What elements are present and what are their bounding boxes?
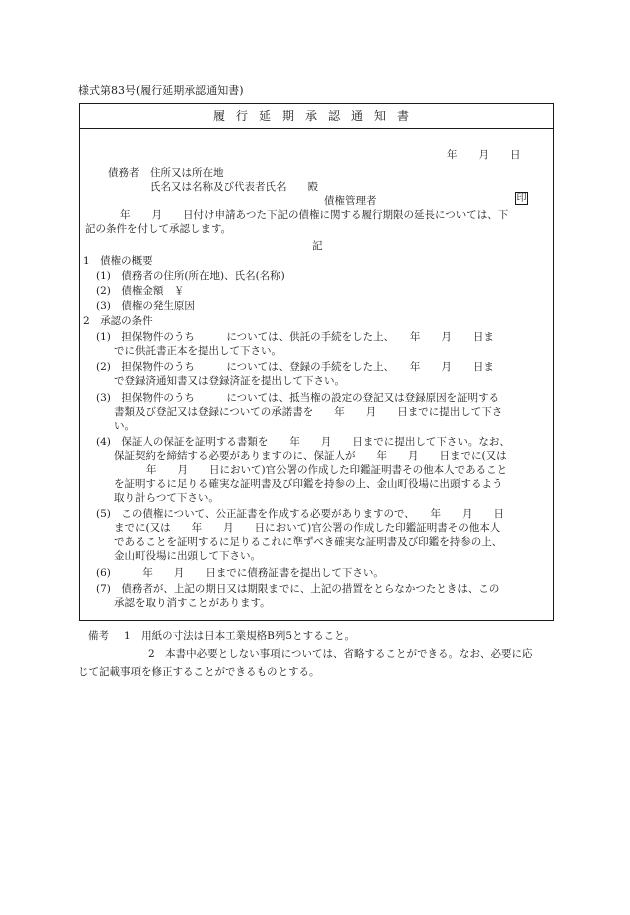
condition-7-line-2: 承認を取り消すことがあります。: [114, 597, 271, 609]
condition-2-line-1: (2) 担保物件のうち については、登録の手続をした上、 年 月 日ま: [96, 361, 494, 373]
ki-heading: 記: [312, 240, 323, 252]
document-title: 履行延期承認通知書: [80, 104, 553, 129]
item-1-2: (2) 債権金額 ￥: [96, 285, 185, 297]
remarks-label: 備考: [88, 630, 109, 642]
condition-4-line-1: (4) 保証人の保証を証明する書類を 年 月 日までに提出して下さい。なお、: [96, 436, 510, 448]
seal-stamp: 印: [516, 193, 527, 204]
condition-5-line-4: 金山町役場に出頭して下さい。: [114, 550, 261, 562]
condition-5-line-1: (5) この債権について、公正証書を作成する必要がありますので、 年 月 日: [96, 508, 504, 520]
condition-3-line-2: 書類及び登記又は登録についての承諾書を 年 月 日までに提出して下さ: [114, 406, 503, 418]
manager-label: 債権管理者: [324, 195, 377, 207]
condition-4-line-3: 年 月 日において)官公署の作成した印鑑証明書その他本人であること: [146, 464, 508, 476]
condition-4-line-2: 保証契約を締結する必要がありますのに、保証人が 年 月 日までに(又は: [114, 450, 507, 462]
section-1-heading: 1 債権の概要: [83, 255, 153, 267]
debtor-label: 債務者: [108, 167, 140, 179]
date-line: 年 月 日: [447, 149, 521, 161]
condition-6-line-1: (6) 年 月 日までに債務証書を提出して下さい。: [96, 567, 384, 579]
condition-4-line-4: を証明するに足りる確実な証明書及び印鑑を持参の上、金山町役場に出頭するよう: [114, 478, 503, 490]
name-line: 氏名又は名称及び代表者氏名 殿: [150, 181, 318, 193]
body-line-2: 記の条件を付して承認します。: [85, 223, 232, 235]
remark-1: 1 用紙の寸法は日本工業規格B列5とすること。: [124, 630, 356, 642]
section-2-heading: 2 承認の条件: [83, 315, 153, 327]
condition-1-line-1: (1) 担保物件のうち については、供託の手続をした上、 年 月 日ま: [96, 331, 494, 343]
remark-2-line-2: じて記載事項を修正することができるものとする。: [78, 666, 320, 678]
body-line-1: 年 月 日付け申請あつた下記の債権に関する履行期限の延長については、下: [120, 209, 509, 221]
address-label: 住所又は所在地: [150, 167, 224, 179]
condition-4-line-5: 取り計らつて下さい。: [114, 492, 219, 504]
condition-3-line-1: (3) 担保物件のうち については、抵当権の設定の登記又は登録原因を証明する: [96, 392, 500, 404]
condition-7-line-1: (7) 債務者が、上記の期日又は期限までに、上記の措置をとらなかつたときは、この: [96, 583, 500, 595]
condition-5-line-2: までに(又は 年 月 日において)官公署の作成した印鑑証明書その他本人: [114, 522, 501, 534]
condition-5-line-3: であることを証明するに足りるこれに準ずべき確実な証明書及び印鑑を持参の上、: [114, 536, 503, 548]
notice-frame: [79, 103, 554, 621]
condition-2-line-2: で登録済通知書又は登録済証を提出して下さい。: [114, 375, 345, 387]
remark-2-line-1: 2 本書中必要としない事項については、省略することができる。なお、必要に応: [148, 648, 533, 660]
condition-1-line-2: でに供託書正本を提出して下さい。: [114, 345, 282, 357]
item-1-1: (1) 債務者の住所(所在地)、氏名(名称): [96, 270, 285, 282]
form-number-label: 様式第83号(履行延期承認通知書): [78, 84, 244, 97]
item-1-3: (3) 債権の発生原因: [96, 300, 195, 312]
condition-3-line-3: い。: [114, 420, 135, 432]
